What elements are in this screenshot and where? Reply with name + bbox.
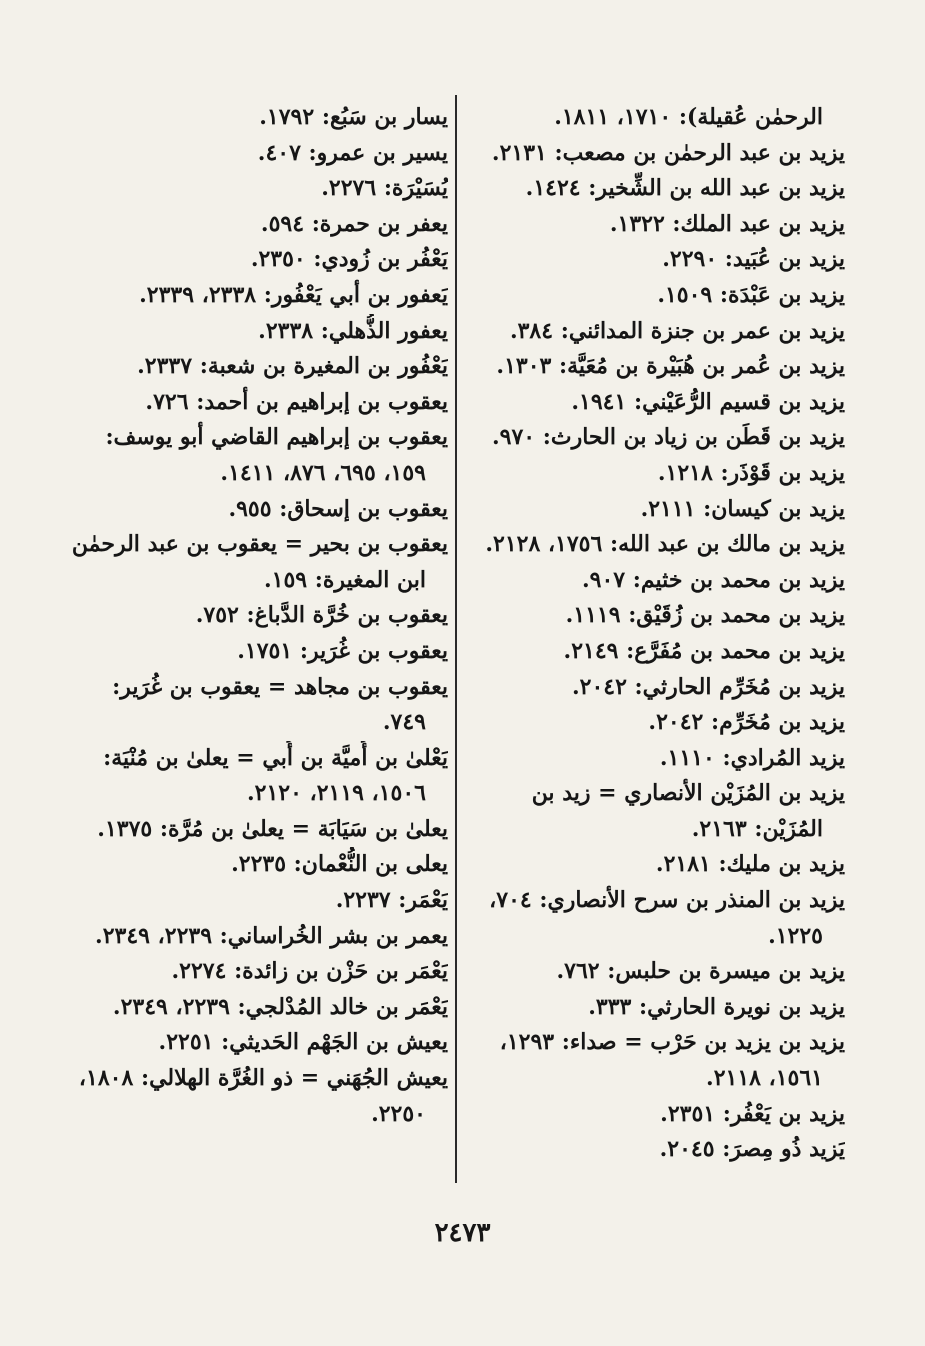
index-entry: يعقوب بن بحير = يعقوب بن عبد الرحمٰن bbox=[71, 531, 448, 558]
index-entry: يَعْمَر بن حَزْن بن زائدة: ٢٢٧٤. bbox=[171, 958, 448, 985]
index-entry: ١٥٠٦، ٢١١٩، ٢١٢٠. bbox=[247, 780, 426, 807]
index-entry: يزيد بن المنذر بن سرح الأنصاري: ٧٠٤، bbox=[489, 887, 845, 914]
index-entry: يعيش بن الجَهْم الحَديثي: ٢٢٥١. bbox=[158, 1029, 448, 1056]
index-entry: ١٢٢٥. bbox=[768, 922, 823, 949]
index-entry: يعقوب بن إسحاق: ٩٥٥. bbox=[228, 495, 448, 522]
index-entry: ٧٤٩. bbox=[382, 709, 426, 736]
index-entry: يُسَيْرَة: ٢٢٧٦. bbox=[321, 175, 448, 202]
index-entry: يزيد بن مُخَرِّم: ٢٠٤٢. bbox=[648, 709, 845, 736]
index-entry: يَعْفُر بن زُودي: ٢٣٥٠. bbox=[250, 246, 448, 273]
index-entry: يزيد بن يزيد بن حَرْب = صداء: ١٢٩٣، bbox=[499, 1029, 845, 1056]
index-entry: يزيد بن عبد الرحمٰن بن مصعب: ٢١٣١. bbox=[491, 139, 845, 166]
index-entry: يزيد بن محمد بن مُفَرَّع: ٢١٤٩. bbox=[563, 637, 845, 664]
index-entry: يعقوب بن خُرَّة الدَّباغ: ٧٥٢. bbox=[195, 602, 448, 629]
index-entry: يزيد بن قَطَن بن زياد بن الحارث: ٩٧٠. bbox=[491, 424, 845, 451]
index-entry: يعقوب بن إبراهيم بن أحمد: ٧٢٦. bbox=[145, 388, 448, 415]
index-entry: يزيد بن نويرة الحارثي: ٣٣٣. bbox=[588, 993, 845, 1020]
index-entry: يزيد بن قَوْذَر: ١٢١٨. bbox=[657, 459, 845, 486]
index-entry: يعقوب بن غُرَير: ١٧٥١. bbox=[237, 637, 448, 664]
index-entry: يزيد بن عُبَيد: ٢٢٩٠. bbox=[662, 246, 845, 273]
index-entry: يعقوب بن إبراهيم القاضي أبو يوسف: bbox=[105, 424, 448, 451]
index-entry: يزيد بن عبد الملك: ١٣٢٢. bbox=[609, 210, 845, 237]
column-divider bbox=[455, 95, 457, 1183]
index-entry: يزيد بن كيسان: ٢١١١. bbox=[640, 495, 845, 522]
index-column-left bbox=[60, 100, 448, 1132]
index-entry: يعلى بن النُّعْمان: ٢٢٣٥. bbox=[231, 851, 448, 878]
index-entry: يَعْمَر بن خالد المُدْلجي: ٢٢٣٩، ٢٣٤٩. bbox=[112, 993, 448, 1020]
index-entry: يعفر بن حمرة: ٥٩٤. bbox=[260, 210, 448, 237]
index-entry: يَعْلىٰ بن أُميَّة بن أُبي = يعلىٰ بن مُنْيَة: bbox=[103, 744, 448, 771]
index-entry: يسير بن عمرو: ٤٠٧. bbox=[257, 139, 448, 166]
index-entry: يزيد بن عُمر بن هُبَيْرة بن مُعَيَّة: ١٣٠٣. bbox=[496, 353, 845, 380]
index-entry: يَعْمَر: ٢٢٣٧. bbox=[335, 887, 448, 914]
index-entry: ١٥٩، ٦٩٥، ٨٧٦، ١٤١١. bbox=[220, 459, 426, 486]
index-entry: ١٥٦١، ٢١١٨. bbox=[706, 1065, 823, 1092]
index-entry: يعلىٰ بن سَيَابَة = يعلىٰ بن مُرَّة: ١٣٧٥. bbox=[97, 815, 448, 842]
index-entry: يزيد بن عبد الله بن الشِّخير: ١٤٢٤. bbox=[525, 175, 845, 202]
index-entry: يزيد بن محمد بن خثيم: ٩٠٧. bbox=[582, 566, 845, 593]
index-entry: الرحمٰن عُقيلة): ١٧١٠، ١٨١١. bbox=[554, 104, 823, 130]
index-entry: يَزيد ذُو مِصرَ: ٢٠٤٥. bbox=[659, 1136, 845, 1163]
index-entry: يزيد بن عَبْدَة: ١٥٠٩. bbox=[657, 281, 845, 308]
index-entry: يزيد بن ميسرة بن حلبس: ٧٦٢. bbox=[556, 958, 845, 985]
index-entry: يزيد بن قسيم الرُّعَيْني: ١٩٤١. bbox=[571, 388, 845, 415]
index-entry: يَعفور بن أبي يَعْفُور: ٢٣٣٨، ٢٣٣٩. bbox=[139, 281, 448, 308]
index-entry: ٢٢٥٠. bbox=[371, 1100, 426, 1127]
index-entry: يزيد بن محمد بن زُقَيْق: ١١١٩. bbox=[565, 602, 845, 629]
index-entry: يزيد بن مليك: ٢١٨١. bbox=[655, 851, 845, 878]
index-entry: ابن المغيرة: ١٥٩. bbox=[264, 566, 426, 593]
page-number: ٢٤٧٣ bbox=[434, 1218, 491, 1248]
index-entry: يزيد المُرادي: ١١١٠. bbox=[659, 744, 845, 771]
index-entry: يزيد بن عمر بن جنزة المدائني: ٣٨٤. bbox=[509, 317, 845, 344]
index-entry: المُزَيْن: ٢١٦٣. bbox=[691, 815, 823, 842]
index-entry: يَعْفُور بن المغيرة بن شعبة: ٢٣٣٧. bbox=[137, 353, 448, 380]
index-entry: يسار بن سَبُع: ١٧٩٢. bbox=[259, 104, 448, 130]
index-entry: يعفور الذُّهلي: ٢٣٣٨. bbox=[258, 317, 448, 344]
index-entry: يعيش الجُهَني = ذو الغُرَّة الهلالي: ١٨٠٨، bbox=[78, 1065, 448, 1092]
index-column-right bbox=[460, 100, 845, 1168]
index-entry: يعقوب بن مجاهد = يعقوب بن غُرَير: bbox=[112, 673, 448, 700]
index-entry: يزيد بن مُخَرِّم الحارثي: ٢٠٤٢. bbox=[571, 673, 845, 700]
index-entry: يزيد بن يَعْفُر: ٢٣٥١. bbox=[660, 1100, 845, 1127]
index-entry: يعمر بن بشر الخُراساني: ٢٢٣٩، ٢٣٤٩. bbox=[95, 922, 448, 949]
index-entry: يزيد بن مالك بن عبد الله: ١٧٥٦، ٢١٢٨. bbox=[485, 531, 845, 558]
index-entry: يزيد بن المُزَيْن الأنصاري = زيد بن bbox=[531, 780, 845, 807]
